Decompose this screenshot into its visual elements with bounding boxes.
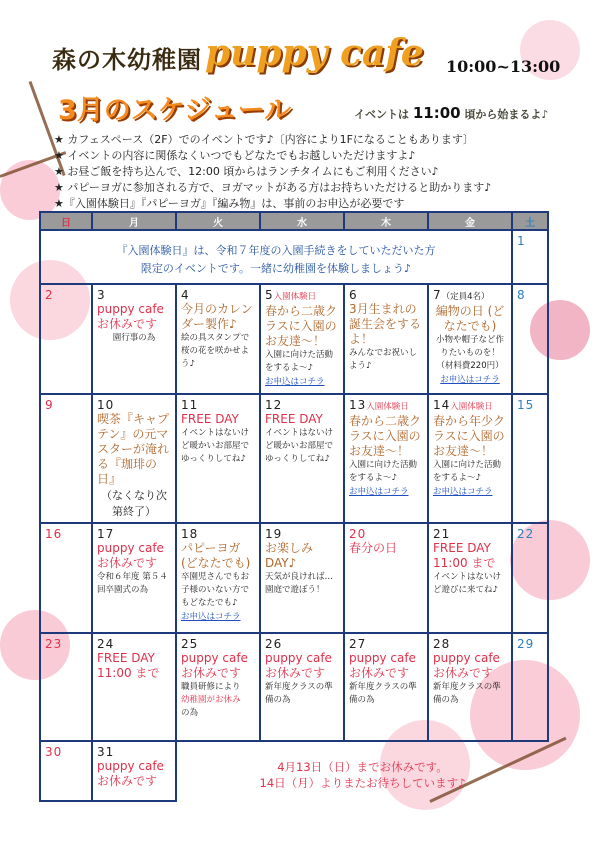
event-title: puppy cafe お休みです: [349, 651, 416, 680]
calendar-week: [40, 284, 548, 394]
event-title: パピーヨガ (どなたでも): [181, 541, 251, 570]
event-title: puppy cafe お休みです: [97, 541, 164, 570]
event-note: イベントはないけど暖かいお部屋でゆっくりしてね♪: [265, 428, 334, 464]
weekday-fri: 金: [428, 212, 512, 230]
event-tag: 入園体験日: [366, 402, 409, 412]
apply-link[interactable]: お申込はコチラ: [440, 375, 500, 385]
event-title: 喫茶『キャプテン』の元マスターが淹れる『珈琲の日』: [97, 412, 170, 486]
day-cell-18: 18 パピーヨガ (どなたでも) 卒園児さんでもお子様のいない方でもどなたでも♪ お申込はコチラ: [176, 523, 260, 633]
weekday-mon: 月: [92, 212, 176, 230]
day-cell-10: 10 喫茶『キャプテン』の元マスターが淹れる『珈琲の日』 （なくなり次第終了）: [92, 394, 176, 523]
day-cell-21: 21 FREE DAY 11:00 まで イベントはないけど遊びに来てね♪: [428, 523, 512, 633]
event-title: 編物の日 (どなたでも): [435, 304, 505, 333]
day-cell-17: 17 puppy cafe お休みです 令和６年度 第５４回卒園式の為: [92, 523, 176, 633]
calendar-week: [40, 394, 548, 523]
day-cell-9: 9: [40, 394, 92, 523]
day-cell-1: 1: [512, 230, 548, 284]
note-item: ★ お昼ご飯を持ち込んで、12:00 頃からはランチタイムにもご利用ください♪: [54, 165, 439, 178]
event-title: puppy cafe お休みです: [265, 651, 332, 680]
event-tag: （定員4名）: [441, 292, 490, 302]
event-note: 新年度クラスの準備の為: [433, 682, 501, 705]
event-note: イベントはないけど暖かいお部屋でゆっくりしてね♪: [181, 428, 250, 464]
weekday-sun: 日: [40, 212, 92, 230]
day-cell-11: 11 FREE DAY イベントはないけど暖かいお部屋でゆっくりしてね♪: [176, 394, 260, 523]
event-note: の為: [181, 708, 199, 718]
day-cell-24: 24 FREE DAY 11:00 まで: [92, 633, 176, 741]
event-note: 小物や帽子など作りたいものを！（材料費220円）: [435, 335, 504, 371]
day-cell-5: 5入園体験日 春から二歳クラスに入園のお友達～！ 入園に向けた活動をするよ～♪ お申込はコチラ: [260, 284, 344, 394]
event-tag: 入園体験日: [273, 292, 317, 302]
event-tag: 入園体験日: [450, 402, 493, 412]
day-cell-13: 13入園体験日 春から二歳クラスに入園のお友達～！ 入園に向けた活動をするよ～♪ お申込はコチラ: [344, 394, 428, 523]
calendar-week: [40, 230, 548, 284]
event-title: puppy cafe お休みです: [97, 302, 164, 331]
day-cell-31: 31 puppy cafe お休みです: [92, 741, 176, 801]
event-note: 入園に向けた活動をするよ～♪: [433, 460, 502, 483]
day-cell-16: 16: [40, 523, 92, 633]
event-note: 絵の具スタンプで桜の花を咲かせよう♪: [181, 333, 250, 369]
day-cell-28: 28 puppy cafe お休みです 新年度クラスの準備の為: [428, 633, 512, 741]
day-cell-6: 6 3月生まれの誕生会をするよ！ みんなでお祝いしよう♪: [344, 284, 428, 394]
school-name: 森の木幼稚園: [52, 45, 202, 74]
calendar-week: [40, 523, 548, 633]
event-note: 職員研修により: [181, 682, 241, 692]
page-title: 3月のスケジュール: [58, 95, 292, 126]
day-cell-29: 29: [512, 633, 548, 741]
event-title: 今月のカレンダー製作♪: [181, 302, 253, 331]
event-title: puppy cafe お休みです: [433, 651, 500, 680]
event-title: 春から年少クラスに入園のお友達～！: [433, 414, 506, 458]
apply-link[interactable]: お申込はコチラ: [265, 377, 325, 387]
event-title: FREE DAY: [265, 412, 323, 426]
day-cell-8: 8: [512, 284, 548, 394]
calendar-week: [40, 741, 548, 801]
event-note: 幼稚園がお休み: [181, 695, 241, 705]
day-cell-30: 30: [40, 741, 92, 801]
notes-list: [54, 132, 599, 212]
event-note: 令和６年度 第５４回卒園式の為: [97, 572, 168, 595]
weekday-tue: 火: [176, 212, 260, 230]
event-note: 新年度クラスの準備の為: [265, 682, 333, 705]
cafe-name: puppy cafe: [205, 32, 424, 74]
day-cell-14: 14入園体験日 春から年少クラスに入園のお友達～！ 入園に向けた活動をするよ～♪ お申込はコチラ: [428, 394, 512, 523]
event-title: お楽しみDAY♪: [265, 541, 314, 570]
day-cell-15: 15: [512, 394, 548, 523]
day-cell-3: 3 puppy cafe お休みです 園行事の為: [92, 284, 176, 394]
event-title: 春から二歳クラスに入園のお友達～！: [265, 304, 338, 348]
event-title: FREE DAY 11:00 まで: [97, 651, 160, 680]
apply-link[interactable]: お申込はコチラ: [433, 487, 493, 497]
day-cell-7: 7（定員4名） 編物の日 (どなたでも) 小物や帽子など作りたいものを！（材料費220円） お申込はコチラ: [428, 284, 512, 394]
event-title: puppy cafe お休みです: [181, 651, 248, 680]
event-note: 卒園児さんでもお子様のいない方でもどなたでも♪: [181, 572, 250, 608]
apply-link[interactable]: お申込はコチラ: [349, 487, 409, 497]
day-cell-12: 12 FREE DAY イベントはないけど暖かいお部屋でゆっくりしてね♪: [260, 394, 344, 523]
header: [0, 0, 600, 212]
weekday-wed: 水: [260, 212, 344, 230]
info-banner: 『入園体験日』は、令和７年度の入園手続きをしていただいた方 限定のイベントです。一緒に幼稚園を体験しましょう♪: [40, 230, 512, 284]
event-note: 入園に向けた活動をするよ～♪: [349, 460, 418, 483]
apply-link[interactable]: お申込はコチラ: [181, 612, 241, 622]
day-cell-25: 25 puppy cafe お休みです 職員研修により 幼稚園がお休み の為: [176, 633, 260, 741]
event-note: 入園に向けた活動をするよ～♪: [265, 350, 334, 373]
weekday-thu: 木: [344, 212, 428, 230]
day-cell-20: 20 春分の日: [344, 523, 428, 633]
event-title: FREE DAY 11:00 まで: [433, 541, 496, 570]
day-cell-27: 27 puppy cafe お休みです 新年度クラスの準備の為: [344, 633, 428, 741]
weekday-header-row: [40, 212, 548, 230]
calendar-week: [40, 633, 548, 741]
event-title: 春から二歳クラスに入園のお友達～！: [349, 414, 422, 458]
note-item: ★ カフェスペース（2F）でのイベントです♪〔内容により1Fになることもあります〕: [54, 133, 474, 146]
day-cell-4: 4 今月のカレンダー製作♪ 絵の具スタンプで桜の花を咲かせよう♪: [176, 284, 260, 394]
note-item: ★ パピーヨガに参加される方で、ヨガマットがある方はお持ちいただけると助かります♪: [54, 181, 492, 194]
note-item: ★『入園体験日』『パピーヨガ』『編み物』は、事前のお申込が必要です: [54, 197, 405, 210]
day-cell-23: 23: [40, 633, 92, 741]
event-sub: （なくなり次第終了）: [101, 489, 167, 518]
event-title: 3月生まれの誕生会をするよ！: [349, 302, 422, 346]
day-cell-2: 2: [40, 284, 92, 394]
event-title: FREE DAY: [181, 412, 239, 426]
day-cell-19: 19 お楽しみDAY♪ 天気が良ければ…園庭で遊ぼう！: [260, 523, 344, 633]
closing-note: 4月13日（日）までお休みです。 14日（月）よりまたお待ちしています♪: [259, 760, 466, 790]
weekday-sat: 土: [512, 212, 548, 230]
opening-hours: 10:00~13:00: [446, 57, 561, 76]
event-note: 天気が良ければ…園庭で遊ぼう！: [265, 572, 334, 595]
event-note: 新年度クラスの準備の為: [349, 682, 417, 705]
event-note: みんなでお祝いしよう♪: [349, 348, 418, 371]
event-title: puppy cafe お休みです: [97, 759, 164, 788]
event-note: 園行事の為: [112, 333, 156, 343]
day-cell-22: 22: [512, 523, 548, 633]
calendar: [39, 211, 549, 802]
event-title: 春分の日: [349, 541, 398, 555]
event-note: イベントはないけど遊びに来てね♪: [433, 572, 502, 595]
start-time-note: イベントは 11:00 頃から始まるよ♪: [354, 104, 549, 122]
day-cell-26: 26 puppy cafe お休みです 新年度クラスの準備の為: [260, 633, 344, 741]
note-item: ★ イベントの内容に関係なくいつでもどなたでもお越しいただけますよ♪: [54, 149, 416, 162]
